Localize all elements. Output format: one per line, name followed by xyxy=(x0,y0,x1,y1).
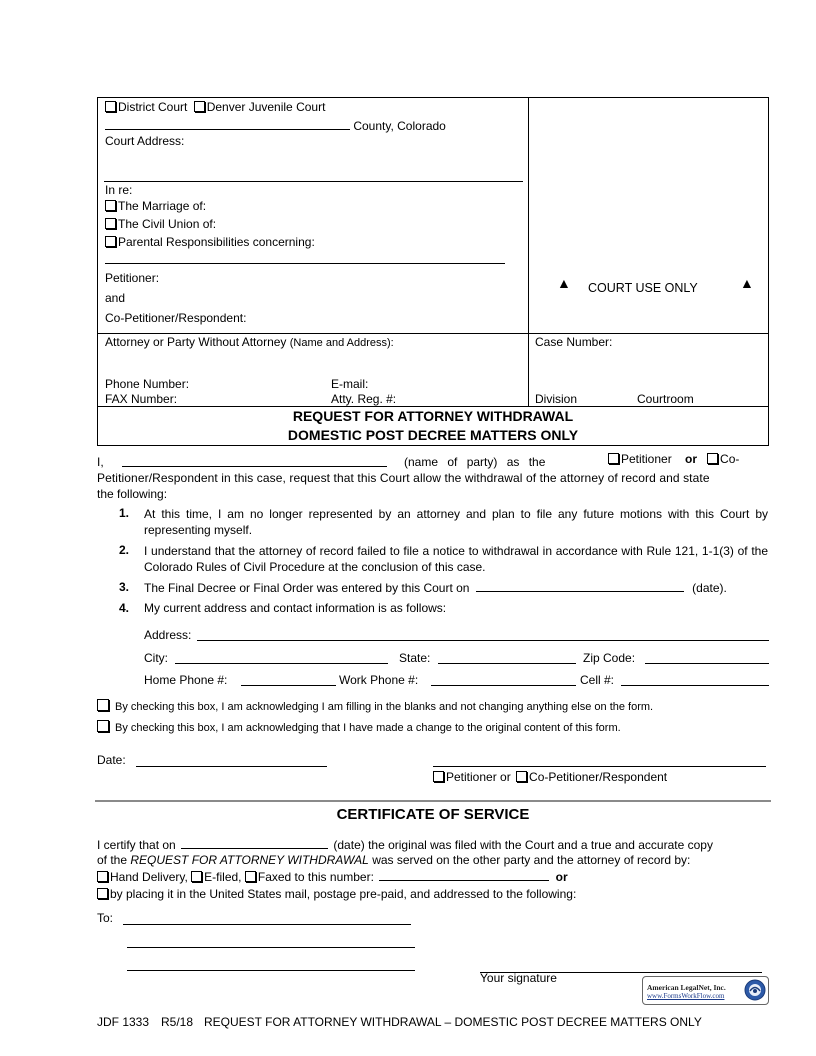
footer-form-id: JDF 1333 xyxy=(97,1015,150,1029)
doc-title-italic: REQUEST FOR ATTORNEY WITHDRAWAL xyxy=(130,853,369,867)
item-number: 2. xyxy=(119,543,130,557)
court-use-only-label: COURT USE ONLY xyxy=(588,281,698,295)
co-petitioner-label: Co-Petitioner/Respondent: xyxy=(105,311,247,325)
date-label: Date: xyxy=(97,753,126,767)
item-number: 1. xyxy=(119,506,130,520)
ack-changed-label: By checking this box, I am acknowledging that I have made a change to the original content of this form. xyxy=(115,722,621,734)
petitioner-label: Petitioner: xyxy=(105,271,160,285)
fax-number-field[interactable] xyxy=(379,869,549,881)
logo-globe-icon xyxy=(744,979,766,1001)
intro-petitioner-checkbox[interactable] xyxy=(608,453,619,464)
form-title-line1: REQUEST FOR ATTORNEY WITHDRAWAL xyxy=(292,408,574,424)
certificate-heading: CERTIFICATE OF SERVICE xyxy=(336,806,530,823)
work-phone-label: Work Phone #: xyxy=(339,673,419,687)
district-court-label: District Court xyxy=(118,100,188,114)
footer-title: REQUEST FOR ATTORNEY WITHDRAWAL – DOMESTIC POST DECREE MATTERS ONLY xyxy=(204,1015,702,1029)
parental-responsibilities-checkbox[interactable] xyxy=(105,236,116,247)
email-label: E-mail: xyxy=(331,377,369,391)
item-number: 3. xyxy=(119,580,130,594)
ack-no-change-checkbox[interactable] xyxy=(97,699,109,711)
or-text: or xyxy=(555,870,568,884)
item-number: 4. xyxy=(119,601,130,615)
phone-number-label: Phone Number: xyxy=(105,377,190,391)
attorney-label: Attorney or Party Without Attorney xyxy=(105,335,287,349)
form-title-line2: DOMESTIC POST DECREE MATTERS ONLY xyxy=(287,427,579,443)
intro-co: Co- xyxy=(720,452,740,466)
parental-responsibilities-label: Parental Responsibilities concerning: xyxy=(118,235,315,249)
sig-co-petitioner-checkbox[interactable] xyxy=(516,771,527,782)
zip-label: Zip Code: xyxy=(583,651,636,665)
intro-co-petitioner-checkbox[interactable] xyxy=(707,453,718,464)
item-text: The Final Decree or Final Order was entered by this Court on xyxy=(144,581,470,595)
to-label: To: xyxy=(97,911,114,925)
courtroom-label: Courtroom xyxy=(637,392,694,406)
address-label: Address: xyxy=(144,628,192,642)
service-date-field[interactable] xyxy=(181,837,328,849)
ack-changed-checkbox[interactable] xyxy=(97,720,109,732)
party-name-field[interactable] xyxy=(122,455,387,467)
marriage-label: The Marriage of: xyxy=(118,199,207,213)
cell-field[interactable] xyxy=(621,685,769,686)
sig-petitioner-checkbox[interactable] xyxy=(433,771,444,782)
marriage-checkbox[interactable] xyxy=(105,200,116,211)
attorney-name-address-label: (Name and Address): xyxy=(289,337,394,349)
efiled-checkbox[interactable] xyxy=(191,871,202,882)
date-original-text: (date) the original was filed with the Court and a true and accurate copy xyxy=(333,838,713,852)
court-address-field[interactable] xyxy=(104,181,523,182)
party-signature-field[interactable] xyxy=(433,766,766,767)
sig-petitioner-label: Petitioner or xyxy=(446,770,511,784)
section-divider xyxy=(95,800,771,802)
case-number-label: Case Number: xyxy=(535,335,613,349)
intro-line2: Petitioner/Respondent in this case, request that this Court allow the withdrawal of the attorney of record and state xyxy=(97,471,710,485)
division-label: Division xyxy=(535,392,578,406)
hand-delivery-checkbox[interactable] xyxy=(97,871,108,882)
to-address-field[interactable] xyxy=(127,947,415,948)
ack-no-change-label: By checking this box, I am acknowledging I am filling in the blanks and not changing anything else on the form. xyxy=(115,701,654,713)
your-signature-label: Your signature xyxy=(480,971,557,985)
county-field[interactable] xyxy=(105,118,350,130)
and-label: and xyxy=(105,291,126,305)
american-legalnet-logo xyxy=(642,976,769,1005)
zip-field[interactable] xyxy=(645,663,769,664)
county-colorado-label: County, Colorado xyxy=(353,119,446,133)
fax-number-label: FAX Number: xyxy=(105,392,178,406)
item-suffix: (date). xyxy=(692,581,727,595)
cell-label: Cell #: xyxy=(580,673,615,687)
intro-name-of-party: (name of party) as the xyxy=(404,455,546,469)
in-re-label: In re: xyxy=(105,183,133,197)
work-phone-field[interactable] xyxy=(431,685,576,686)
efiled-label: E-filed, xyxy=(204,870,242,884)
logo-website: www.FormsWorkFlow.com xyxy=(647,992,725,1000)
intro-line3: the following: xyxy=(97,487,168,501)
served-text: was served on the other party and the attorney of record by: xyxy=(372,853,691,867)
item-text: My current address and contact information is as follows: xyxy=(144,601,447,615)
state-label: State: xyxy=(399,651,431,665)
city-field[interactable] xyxy=(175,663,388,664)
faxed-checkbox[interactable] xyxy=(245,871,256,882)
date-field[interactable] xyxy=(136,766,327,767)
of-the-text: of the xyxy=(97,853,128,867)
to-address-field[interactable] xyxy=(127,970,415,971)
court-address-label: Court Address: xyxy=(105,134,185,148)
denver-juvenile-court-checkbox[interactable] xyxy=(194,101,205,112)
home-phone-field[interactable] xyxy=(241,685,336,686)
intro-petitioner-label: Petitioner xyxy=(621,452,672,466)
parties-field[interactable] xyxy=(105,263,505,264)
civil-union-label: The Civil Union of: xyxy=(118,217,217,231)
triangle-left-icon: ▲ xyxy=(557,275,571,291)
footer-revision: R5/18 xyxy=(161,1015,194,1029)
civil-union-checkbox[interactable] xyxy=(105,218,116,229)
state-field[interactable] xyxy=(438,663,576,664)
home-phone-label: Home Phone #: xyxy=(144,673,228,687)
to-address-field[interactable] xyxy=(123,924,411,925)
sig-co-petitioner-label: Co-Petitioner/Respondent xyxy=(529,770,668,784)
item-text: I understand that the attorney of record failed to file a notice to withdrawal in accordance with Rule 121, 1-1(3) of the Colorado Rules of Civil Procedure at the conclusion of this case. xyxy=(144,544,768,574)
item-text: At this time, I am no longer represented by an attorney and plan to file any future motions with this Court by representing myself. xyxy=(144,507,768,537)
faxed-label: Faxed to this number: xyxy=(257,870,374,884)
district-court-checkbox[interactable] xyxy=(105,101,116,112)
hand-delivery-label: Hand Delivery, xyxy=(110,870,188,884)
certify-on-label: I certify that on xyxy=(97,838,176,852)
mail-label: by placing it in the United States mail, postage pre-paid, and addressed to the following: xyxy=(110,887,577,901)
decree-date-field[interactable] xyxy=(476,580,684,592)
triangle-right-icon: ▲ xyxy=(740,275,754,291)
city-label: City: xyxy=(144,651,168,665)
denver-juvenile-court-label: Denver Juvenile Court xyxy=(206,100,326,114)
mail-checkbox[interactable] xyxy=(97,888,108,899)
intro-i: I, xyxy=(97,455,104,469)
address-field[interactable] xyxy=(197,640,769,641)
intro-or: or xyxy=(685,452,698,466)
logo-company-name: American LegalNet, Inc. xyxy=(647,983,726,992)
atty-reg-label: Atty. Reg. #: xyxy=(331,392,397,406)
